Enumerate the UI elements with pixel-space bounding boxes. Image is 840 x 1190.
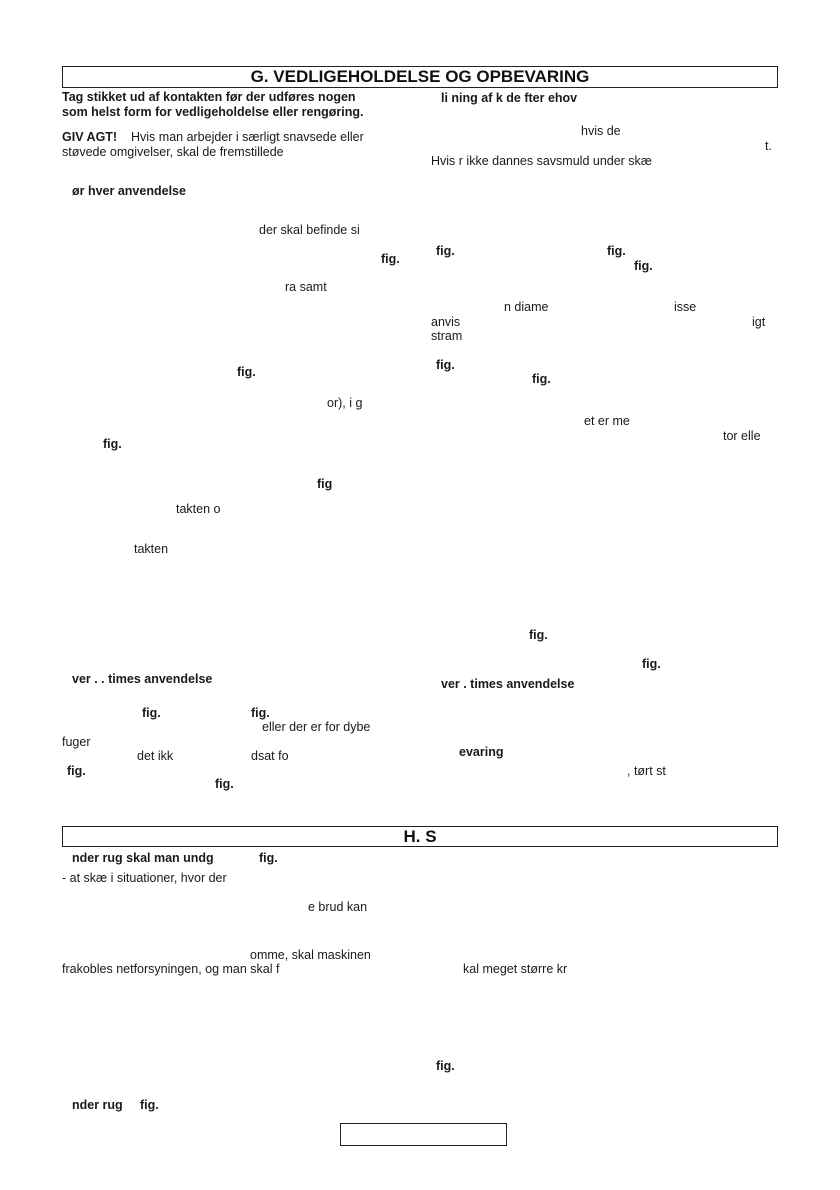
fig-ref: fig.: [142, 706, 161, 720]
left-fragment-3: or), i g: [327, 396, 363, 410]
right-fragment-5b: igt: [752, 315, 766, 329]
warning-label: GIV AGT!: [62, 130, 118, 144]
fig-ref: fig.: [381, 252, 400, 266]
left-fragment-8b: dsat fo: [251, 749, 289, 763]
warning-text: Hvis man arbejder i særligt snavsede eller: [131, 130, 364, 144]
h-fragment-2: - at skæ i situationer, hvor der: [62, 871, 227, 885]
during-use-heading: nder rug skal man undg: [72, 851, 214, 865]
fig-ref: fig.: [436, 358, 455, 372]
right-fragment-4a: n diame: [504, 300, 549, 314]
right-fragment-5a: anvis: [431, 315, 461, 329]
right-fragment-1: hvis de: [581, 124, 621, 138]
right-fragment-2: t.: [765, 139, 772, 153]
fig-ref: fig: [317, 477, 333, 491]
fig-ref: fig.: [642, 657, 661, 671]
fig-ref: fig.: [251, 706, 270, 720]
page-number-box: [340, 1123, 507, 1146]
left-fragment-2: ra samt: [285, 280, 327, 294]
left-fragment-7: fuger: [62, 735, 91, 749]
h-fragment-3: e brud kan: [308, 900, 368, 914]
fig-ref: fig.: [634, 259, 653, 273]
right-fragment-3: Hvis r ikke dannes savsmuld under skæ: [431, 154, 652, 168]
section-g-title: G. VEDLIGEHOLDELSE OG OPBEVARING: [62, 66, 778, 88]
fig-ref: fig.: [67, 764, 86, 778]
fig-ref: fig.: [103, 437, 122, 451]
right-fragment-6: stram: [431, 329, 463, 343]
during-use-heading-2: nder rug: [72, 1098, 123, 1112]
fig-ref: fig.: [436, 244, 455, 258]
right-fragment-8: tor elle: [723, 429, 761, 443]
right-fragment-4b: isse: [674, 300, 697, 314]
fig-ref: fig.: [436, 1059, 455, 1073]
fig-ref: fig.: [532, 372, 551, 386]
h-fragment-5: frakobles netforsyningen, og man skal f: [62, 962, 280, 976]
warning-text-2: støvede omgivelser, skal de fremstillede: [62, 145, 284, 159]
intro-line-1: Tag stikket ud af kontakten før der udføres nogen: [62, 90, 356, 104]
every-use-heading-right: ver . times anvendelse: [441, 677, 575, 691]
left-fragment-6: eller der er for dybe: [262, 720, 371, 734]
storage-heading: evaring: [459, 745, 504, 759]
cleaning-heading: li ning af k de fter ehov: [441, 91, 578, 105]
fig-ref: fig.: [140, 1098, 159, 1112]
h-fragment-6: kal meget større kr: [463, 962, 568, 976]
before-use-heading: ør hver anvendelse: [72, 184, 186, 198]
h-fragment-4: omme, skal maskinen: [250, 948, 371, 962]
left-fragment-8a: det ikk: [137, 749, 174, 763]
right-fragment-9: , tørt st: [627, 764, 666, 778]
fig-ref: fig.: [237, 365, 256, 379]
every-use-heading-left: ver . . times anvendelse: [72, 672, 213, 686]
fig-ref: fig.: [215, 777, 234, 791]
fig-ref: fig.: [259, 851, 278, 865]
left-fragment-1: der skal befinde si: [259, 223, 360, 237]
fig-ref: fig.: [529, 628, 548, 642]
left-fragment-4: takten o: [176, 502, 221, 516]
left-fragment-5: takten: [134, 542, 169, 556]
right-fragment-7: et er me: [584, 414, 630, 428]
intro-line-2: som helst form for vedligeholdelse eller rengøring.: [62, 105, 364, 119]
section-h-title: H. S: [62, 826, 778, 847]
fig-ref: fig.: [607, 244, 626, 258]
